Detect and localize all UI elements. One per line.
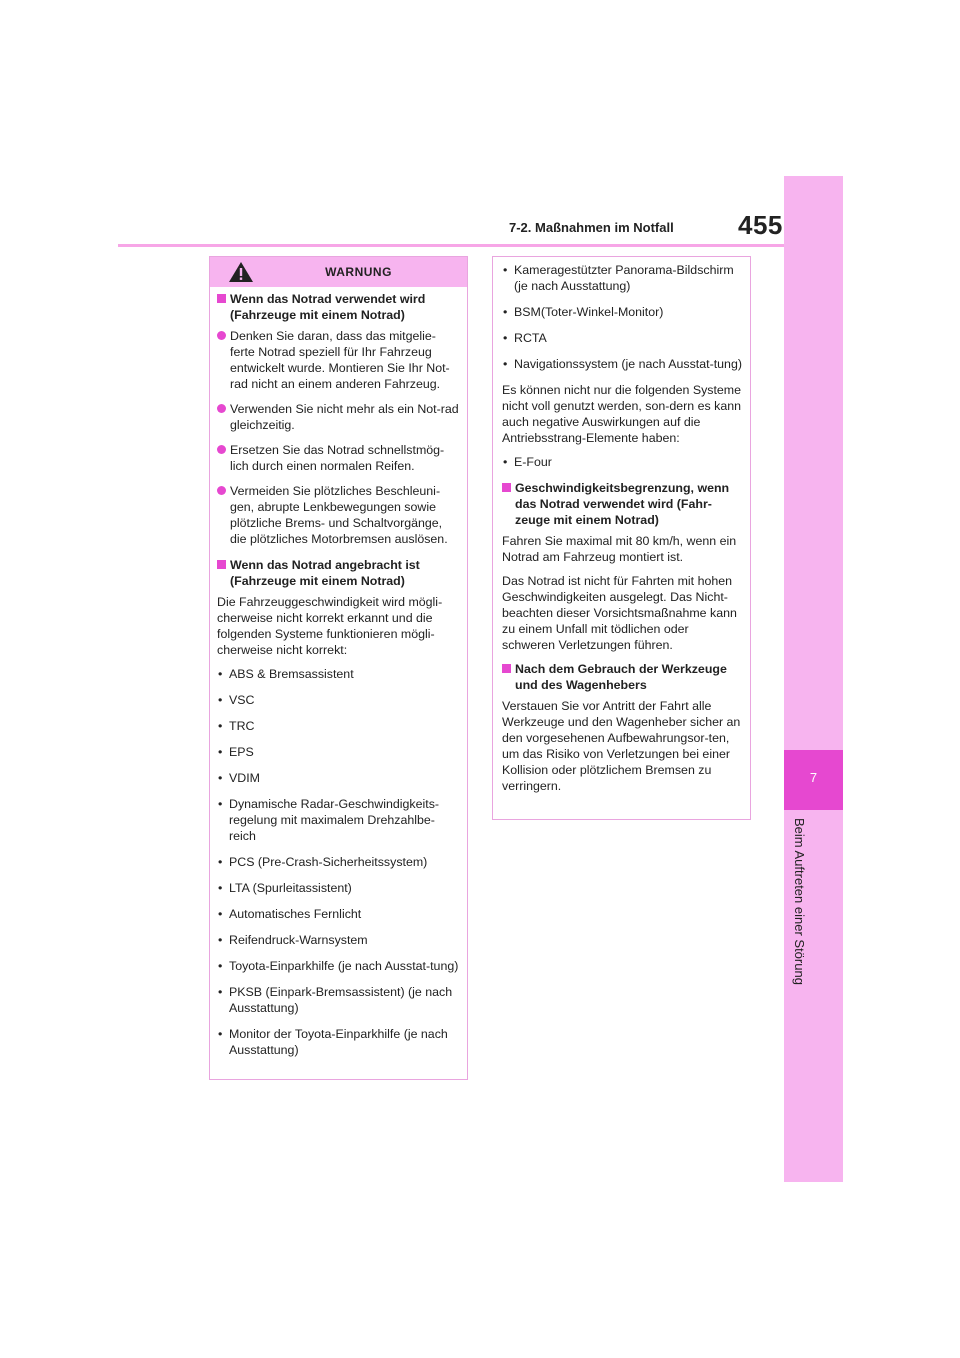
header-rule (118, 244, 784, 247)
paragraph: Es können nicht nur die folgenden Systeme nicht voll genutzt werden, son-dern es kann auch negative Auswirkungen auf die Antriebsstrang-Elemente haben: (502, 383, 742, 445)
list-item: • PKSB (Einpark-Bremsassistent) (je nach Ausstattung) (217, 984, 460, 1016)
list-item: • E-Four (502, 454, 743, 470)
warning-box (209, 256, 468, 1080)
list-item: • RCTA (502, 330, 743, 346)
chapter-number: 7 (809, 770, 818, 785)
warning-point: Denken Sie daran, dass das mitgelie-ferte Notrad speziell für Ihr Fahrzeug entwickelt wurde. Montieren Sie Ihr Not-rad nicht an einem anderen Fahrzeug. (217, 328, 460, 392)
list-item: • Automatisches Fernlicht (217, 906, 460, 922)
paragraph: Verstauen Sie vor Antritt der Fahrt alle Werkzeuge und den Wagenheber sicher an den vorgesehenen Aufbewahrungsor-ten, um das Risiko von Verletzungen bei einer Kollision oder plötzlichem Bremsen zu verringern. (502, 699, 741, 793)
list-item: • Monitor der Toyota-Einparkhilfe (je nach Ausstattung) (217, 1026, 460, 1058)
paragraph: Fahren Sie maximal mit 80 km/h, wenn ein Notrad am Fahrzeug montiert ist. (502, 534, 737, 564)
list-item: • EPS (217, 744, 460, 760)
warning-title: WARNUNG (325, 265, 392, 279)
list-item: • PCS (Pre-Crash-Sicherheitssystem) (217, 854, 460, 870)
list-item: • Reifendruck-Warnsystem (217, 932, 460, 948)
warning-header (210, 257, 467, 287)
list-item: • VSC (217, 692, 460, 708)
warning-point: Ersetzen Sie das Notrad schnellstmög-lich durch einen normalen Reifen. (217, 442, 460, 474)
chapter-title: Beim Auftreten einer Störung (792, 818, 807, 985)
warning-body (210, 287, 467, 1058)
warning-point: Verwenden Sie nicht mehr als ein Not-rad gleichzeitig. (217, 401, 460, 433)
warning-point: Vermeiden Sie plötzliches Beschleuni-gen, abrupte Lenkbewegungen sowie plötzliche Brems- und Schaltvorgänge, die plötzliches Motorbremsen auslösen. (217, 483, 460, 547)
warning-continuation-box (492, 256, 751, 820)
section-intro: Die Fahrzeuggeschwindigkeit wird mögli-cherweise nicht korrekt erkannt und die folgenden Systeme funktionieren mögli-cherweise nicht korrekt: (217, 595, 443, 657)
section-heading-notrad-angebracht: Wenn das Notrad angebracht ist (Fahrzeuge mit einem Notrad) (217, 557, 460, 589)
chapter-side-strip (784, 176, 843, 1182)
section-heading-werkzeuge: Nach dem Gebrauch der Werkzeuge und des Wagenhebers (502, 661, 743, 693)
list-item: • TRC (217, 718, 460, 734)
list-item: • ABS & Bremsassistent (217, 666, 460, 682)
paragraph: Das Notrad ist nicht für Fahrten mit hohen Geschwindigkeiten ausgelegt. Das Nicht-beachten dieser Vorsichtsmaßnahme kann zu einem Unfall mit tödlichen oder schweren Verletzungen führen. (502, 574, 737, 652)
warning-triangle-icon (228, 261, 254, 283)
section-heading-geschwindigkeit: Geschwindigkeitsbegrenzung, wenn das Notrad verwendet wird (Fahr-zeuge mit einem Notrad) (502, 480, 743, 528)
list-item: • Toyota-Einparkhilfe (je nach Ausstat-tung) (217, 958, 460, 974)
list-item: • VDIM (217, 770, 460, 786)
list-item: • LTA (Spurleitassistent) (217, 880, 460, 896)
list-item: • Navigationssystem (je nach Ausstat-tung) (502, 356, 743, 372)
page-number: 455 (738, 210, 783, 240)
list-item: • BSM(Toter-Winkel-Monitor) (502, 304, 743, 320)
list-item: • Kameragestützter Panorama-Bildschirm (je nach Ausstattung) (502, 262, 743, 294)
list-item: • Dynamische Radar-Geschwindigkeits-regelung mit maximalem Drehzahlbe-reich (217, 796, 460, 844)
section-title: 7-2. Maßnahmen im Notfall (509, 220, 674, 235)
section-heading-notrad-verwendet: Wenn das Notrad verwendet wird (Fahrzeuge mit einem Notrad) (217, 291, 460, 323)
